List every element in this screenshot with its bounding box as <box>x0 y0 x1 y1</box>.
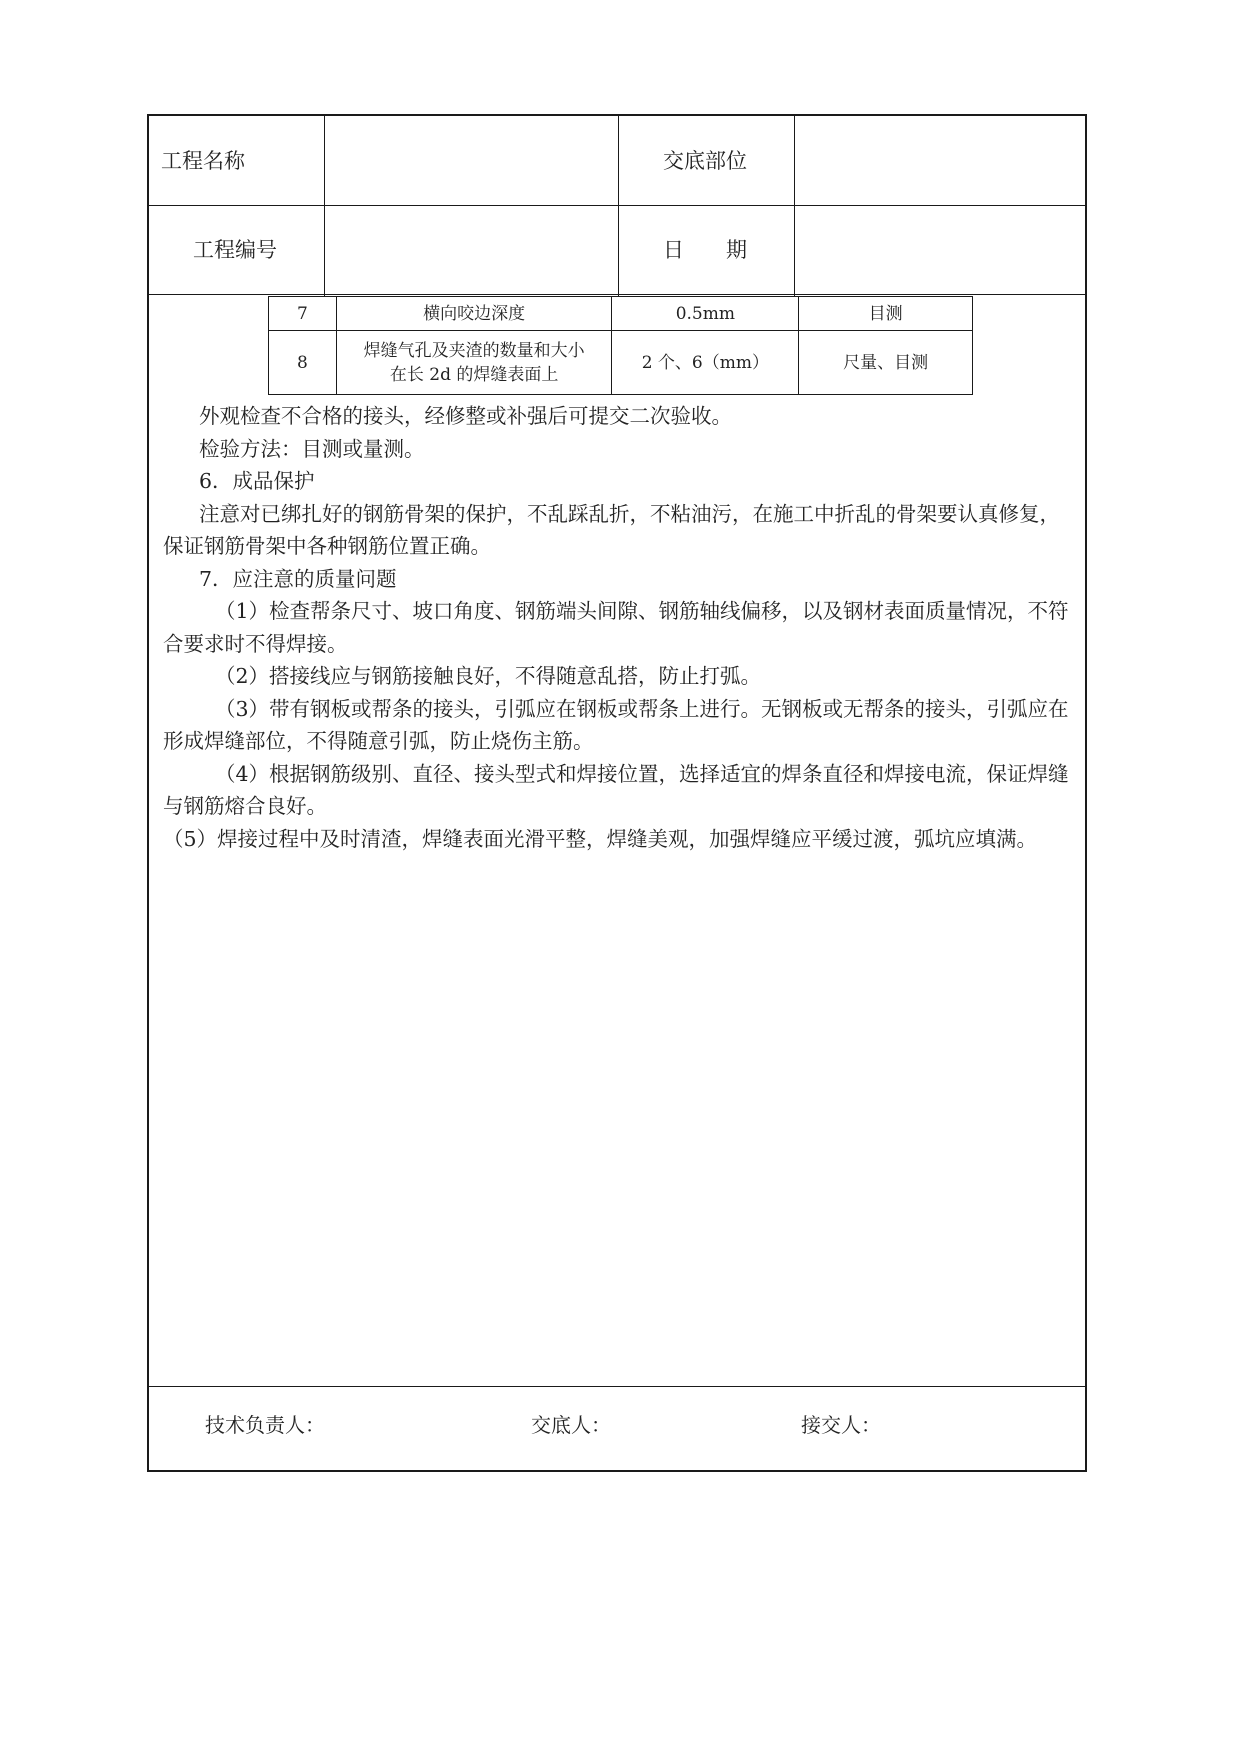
disclosure-form <box>147 114 1087 1472</box>
inspection-item: 焊缝气孔及夹渣的数量和大小 在长 2d 的焊缝表面上 <box>336 331 612 395</box>
date-label: 日 期 <box>663 238 747 262</box>
allowed-deviation: 0.5mm <box>612 297 799 331</box>
table-row <box>269 331 973 395</box>
paragraph: （1）检查帮条尺寸、坡口角度、钢筋端头间隙、钢筋轴线偏移，以及钢材表面质量情况，不符合要求时不得焊接。 <box>163 599 1069 656</box>
paragraph: （4）根据钢筋级别、直径、接头型式和焊接位置，选择适宜的焊条直径和焊接电流，保证焊缝与钢筋熔合良好。 <box>163 761 1069 818</box>
header-row-divider <box>149 205 1085 206</box>
tech-lead-signature: 技术负责人： <box>205 1413 325 1437</box>
header-bottom-border <box>149 294 1085 295</box>
paragraph: （2）搭接线应与钢筋接触良好，不得随意乱搭，防止打弧。 <box>215 664 762 688</box>
section-heading: 7．应注意的质量问题 <box>199 566 397 591</box>
inspection-method: 目测 <box>799 297 973 331</box>
table-row <box>269 297 973 331</box>
discloser-signature: 交底人： <box>531 1413 611 1437</box>
inspection-method: 尺量、目测 <box>799 331 973 395</box>
disclosure-body <box>163 400 1071 855</box>
header-col-divider-3 <box>794 116 795 296</box>
header-col-divider-1 <box>324 116 325 296</box>
paragraph: 检验方法：目测或量测。 <box>199 436 425 461</box>
project-name-label: 工程名称 <box>161 149 245 173</box>
inspection-table <box>268 296 973 395</box>
row-number: 8 <box>269 331 337 395</box>
handover-part-label: 交底部位 <box>663 149 747 173</box>
allowed-deviation: 2 个、6（mm） <box>612 331 799 395</box>
inspection-item: 横向咬边深度 <box>336 297 612 331</box>
paragraph: （5）焊接过程中及时清渣，焊缝表面光滑平整，焊缝美观，加强焊缝应平缓过渡，弧坑应填满。 <box>163 826 1038 851</box>
project-no-label: 工程编号 <box>193 238 277 262</box>
row-number: 7 <box>269 297 337 331</box>
header-col-divider-2 <box>618 116 619 296</box>
footer-divider <box>149 1386 1085 1387</box>
paragraph: 注意对已绑扎好的钢筋骨架的保护，不乱踩乱折，不粘油污，在施工中折乱的骨架要认真修复，保证钢筋骨架中各种钢筋位置正确。 <box>163 501 1060 558</box>
receiver-signature: 接交人： <box>801 1413 881 1437</box>
paragraph: 外观检查不合格的接头，经修整或补强后可提交二次验收。 <box>199 404 732 428</box>
section-heading: 6．成品保护 <box>199 469 315 493</box>
paragraph: （3）带有钢板或帮条的接头，引弧应在钢板或帮条上进行。无钢板或无帮条的接头，引弧应在形成焊缝部位，不得随意引弧，防止烧伤主筋。 <box>163 696 1069 753</box>
